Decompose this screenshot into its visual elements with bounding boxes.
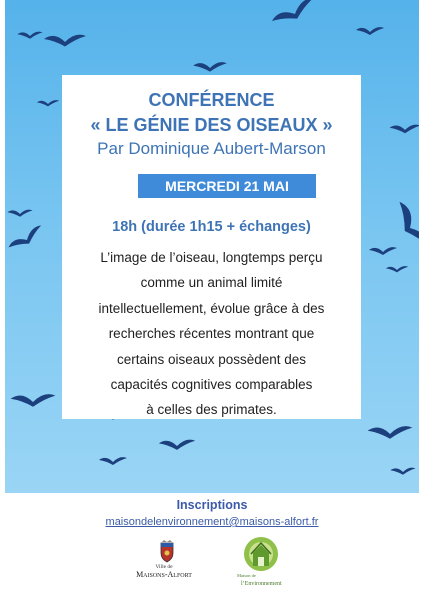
town-logo-line1: Ville de xyxy=(155,564,173,570)
event-card xyxy=(62,75,361,419)
description-line: L’image de l’oiseau, longtemps perçu xyxy=(100,250,323,265)
event-speaker: Par Dominique Aubert-Marson xyxy=(97,139,326,158)
description-line: recherches récentes montrant que xyxy=(108,326,315,342)
event-description xyxy=(82,245,341,423)
description-line: intellectuellement, évolue grâce à des xyxy=(98,300,325,316)
registration-heading: Inscriptions xyxy=(176,498,248,512)
event-title-line2: « LE GÉNIE DES OISEAUX » xyxy=(90,115,333,135)
description-line: à celles des primates. xyxy=(146,402,277,418)
town-logo-line2: Maisons-Alfort xyxy=(136,570,192,579)
green-house-icon xyxy=(243,536,279,572)
maison-logo-line1: Maison de xyxy=(237,573,256,578)
description-line: comme un animal limité xyxy=(140,275,283,291)
event-date-badge: MERCREDI 21 MAI xyxy=(138,174,316,198)
event-time: 18h (durée 1h15 + échanges) xyxy=(112,219,311,235)
maison-environnement-logo xyxy=(237,536,299,590)
town-logo xyxy=(128,540,200,582)
event-title-line1: CONFÉRENCE xyxy=(148,90,275,110)
coat-of-arms-icon xyxy=(158,540,176,564)
description-line: certains oiseaux possèdent des xyxy=(116,351,307,367)
registration-email-link[interactable]: maisondelenvironnement@maisons-alfort.fr xyxy=(105,516,319,528)
maison-logo-line2: l’Environnement xyxy=(241,581,282,587)
description-line: capacités cognitives comparables xyxy=(110,377,313,393)
